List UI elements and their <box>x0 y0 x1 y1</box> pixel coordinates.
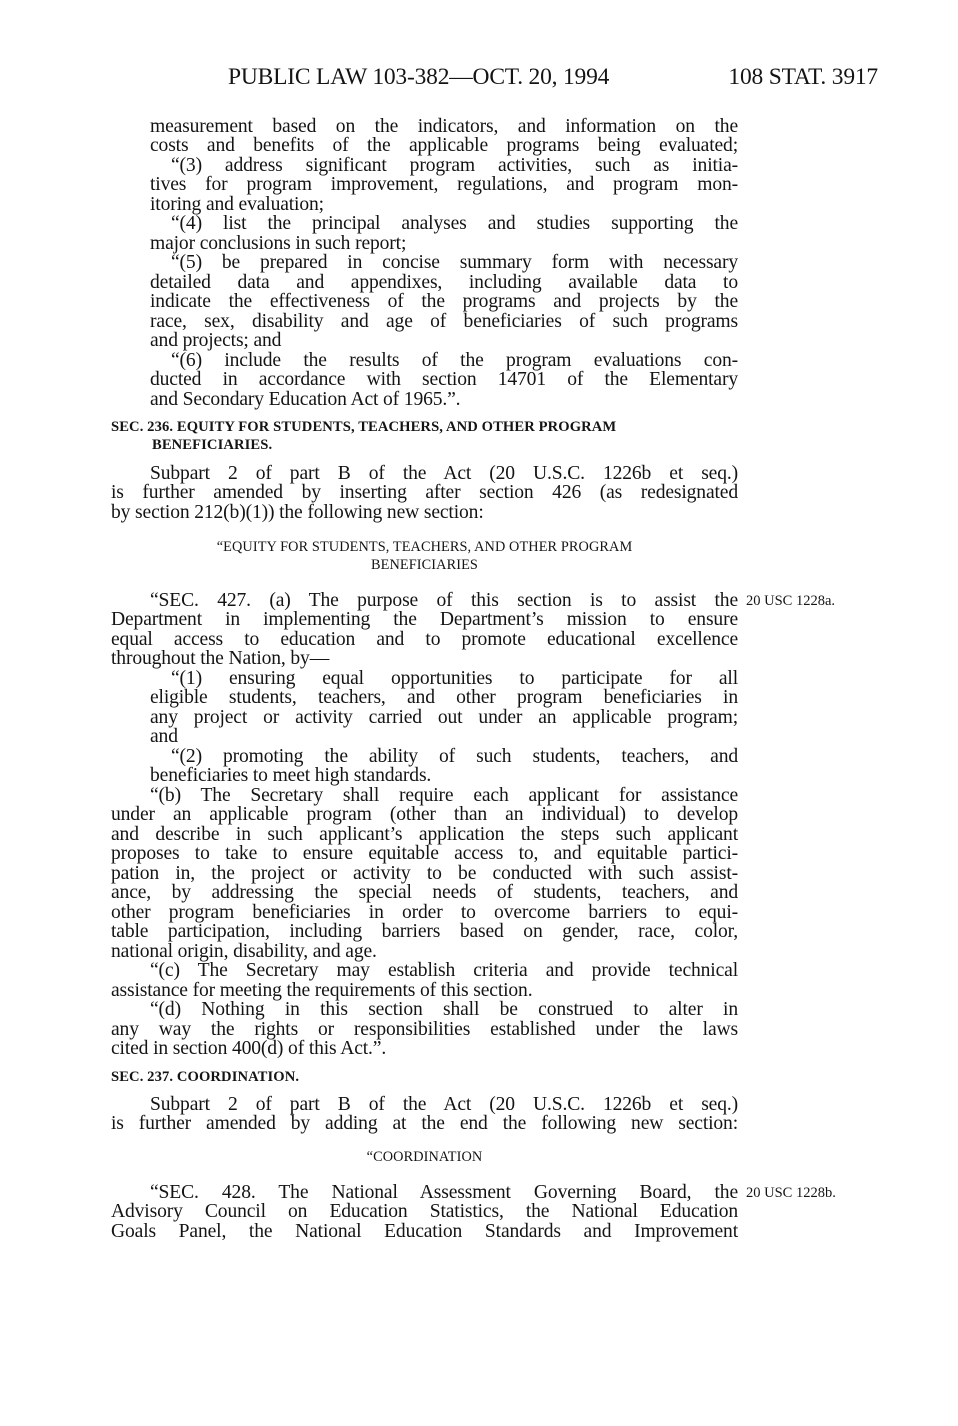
text-line: Subpart 2 of part B of the Act (20 U.S.C. 1226b et seq.) <box>150 1094 738 1115</box>
text-line: “(d) Nothing in this section shall be construed to alter in <box>150 999 738 1020</box>
text-line: Subpart 2 of part B of the Act (20 U.S.C. 1226b et seq.) <box>150 463 738 484</box>
text-line: “(c) The Secretary may establish criteria and provide technical <box>150 960 738 981</box>
text-line: “(3) address significant program activities, such as initia- <box>171 155 738 176</box>
text-line: ance, by addressing the special needs of students, teachers, and <box>111 882 738 903</box>
text-line: “(5) be prepared in concise summary form with necessary <box>171 252 738 273</box>
text-line: is further amended by adding at the end the following new section: <box>111 1113 738 1134</box>
text-line: any way the rights or responsibilities established under the laws <box>111 1019 738 1040</box>
text-line: and <box>150 726 178 747</box>
section-236-heading: SEC. 236. EQUITY FOR STUDENTS, TEACHERS, AND OTHER PROGRAM <box>111 419 617 435</box>
running-header <box>228 62 878 92</box>
text-line: throughout the Nation, by— <box>111 648 330 669</box>
text-line: indicate the effectiveness of the programs and projects by the <box>150 291 738 312</box>
text-line: “(b) The Secretary shall require each applicant for assistance <box>150 785 738 806</box>
header-public-law: PUBLIC LAW 103-382—OCT. 20, 1994 <box>228 64 610 90</box>
margin-citation-1228b: 20 USC 1228b. <box>746 1185 836 1201</box>
text-line: “SEC. 428. The National Assessment Governing Board, the <box>150 1182 738 1203</box>
section-237-heading: SEC. 237. COORDINATION. <box>111 1069 300 1085</box>
section-236-heading-continued: BENEFICIARIES. <box>152 437 273 453</box>
text-line: and projects; and <box>150 330 282 351</box>
text-line: beneficiaries to meet high standards. <box>150 765 432 786</box>
text-line: “(1) ensuring equal opportunities to participate for all <box>171 668 738 689</box>
text-line: national origin, disability, and age. <box>111 941 377 962</box>
header-stat-page: 108 STAT. 3917 <box>728 64 878 90</box>
section-428-heading: “COORDINATION <box>366 1149 483 1165</box>
text-line: detailed data and appendixes, including available data to <box>150 272 738 293</box>
text-line: tives for program improvement, regulations, and program mon- <box>150 174 738 195</box>
text-line: eligible students, teachers, and other program beneficiaries in <box>150 687 738 708</box>
text-line: “(6) include the results of the program evaluations con- <box>171 350 738 371</box>
text-line: Advisory Council on Education Statistics, the National Education <box>111 1201 738 1222</box>
text-line: is further amended by inserting after section 426 (as redesignated <box>111 482 738 503</box>
text-line: major conclusions in such report; <box>150 233 407 254</box>
text-line: measurement based on the indicators, and information on the <box>150 116 738 137</box>
text-line: Goals Panel, the National Education Standards and Improvement <box>111 1221 738 1242</box>
margin-citation-1228a: 20 USC 1228a. <box>746 593 836 609</box>
text-line: and describe in such applicant’s application the steps such applicant <box>111 824 738 845</box>
text-line: equal access to education and to promote educational excellence <box>111 629 738 650</box>
text-line: “(4) list the principal analyses and studies supporting the <box>171 213 738 234</box>
section-427-heading: “EQUITY FOR STUDENTS, TEACHERS, AND OTHER PROGRAM <box>216 539 633 555</box>
text-line: pation in, the project or activity to be conducted with such assist- <box>111 863 738 884</box>
text-line: and Secondary Education Act of 1965.”. <box>150 389 461 410</box>
text-line: ducted in accordance with section 14701 of the Elementary <box>150 369 738 390</box>
text-line: by section 212(b)(1)) the following new section: <box>111 502 484 523</box>
text-line: itoring and evaluation; <box>150 194 324 215</box>
text-line: table participation, including barriers based on gender, race, color, <box>111 921 738 942</box>
text-line: other program beneficiaries in order to overcome barriers to equi- <box>111 902 738 923</box>
text-line: costs and benefits of the applicable programs being evaluated; <box>150 135 738 156</box>
text-line: under an applicable program (other than an individual) to develop <box>111 804 738 825</box>
text-line: race, sex, disability and age of beneficiaries of such programs <box>150 311 738 332</box>
text-line: “SEC. 427. (a) The purpose of this section is to assist the <box>150 590 738 611</box>
text-line: assistance for meeting the requirements of this section. <box>111 980 533 1001</box>
section-427-heading-continued: BENEFICIARIES <box>371 557 478 573</box>
text-line: any project or activity carried out under an applicable program; <box>150 707 738 728</box>
text-line: Department in implementing the Department’s mission to ensure <box>111 609 738 630</box>
text-line: “(2) promoting the ability of such students, teachers, and <box>171 746 738 767</box>
text-line: cited in section 400(d) of this Act.”. <box>111 1038 387 1059</box>
text-line: proposes to take to ensure equitable access to, and equitable partici- <box>111 843 738 864</box>
